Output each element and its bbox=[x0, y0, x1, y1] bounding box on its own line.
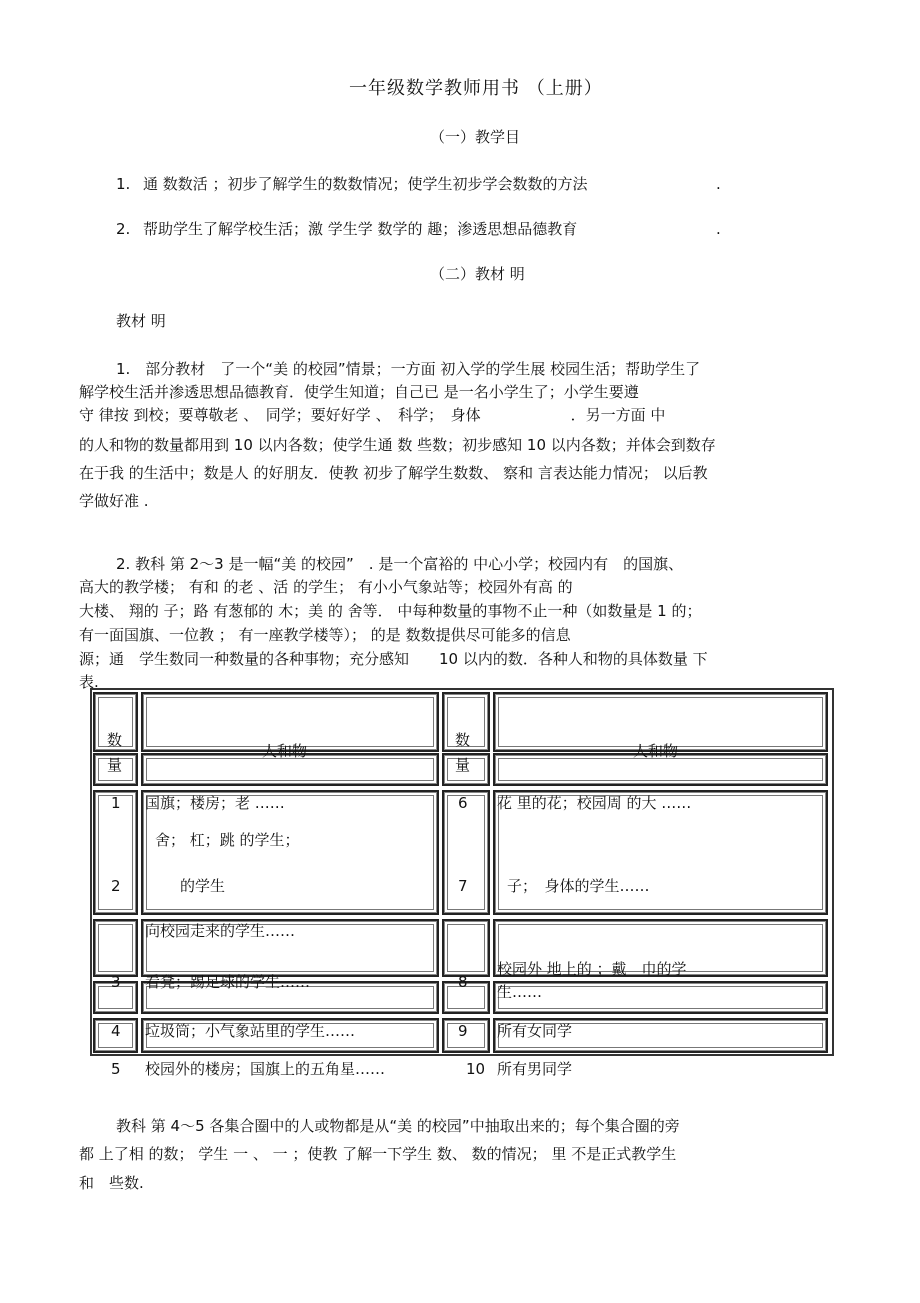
p3-line: 和 些数. bbox=[79, 1174, 144, 1192]
row-number: 3 bbox=[111, 973, 121, 991]
header-items-right: 人和物 bbox=[633, 742, 679, 760]
row-number: 8 bbox=[458, 973, 468, 991]
row-items: 子； 身体的学生…… bbox=[507, 877, 650, 895]
row-items: 国旗；楼房；老 …… bbox=[145, 794, 285, 812]
row-number: 10 bbox=[466, 1060, 486, 1078]
p3-line: 都 上了相 的数； 学生 一 、 一 ；使教 了解一下学生 数、 数的情况； 里 不是正式教学生 bbox=[79, 1145, 677, 1163]
row-number: 5 bbox=[111, 1060, 121, 1078]
row-items: 向校园走来的学生…… bbox=[145, 922, 296, 940]
row-number: 4 bbox=[111, 1022, 121, 1040]
p2-line: 大楼、 翔的 子；路 有葱郁的 木；美 的 舍等． 中每种数量的事物不止一种（如数量是 1 的； bbox=[79, 602, 702, 620]
goal-1-number: 1. bbox=[116, 175, 131, 193]
doc-title: 一年级数学教师用书 （上册） bbox=[349, 78, 603, 99]
header-qty-char-1: 数 bbox=[107, 731, 123, 749]
p2-line: 高大的教学楼； 有和 的老 、活 的学生； 有小小气象站等；校园外有高 的 bbox=[79, 578, 573, 596]
p1-line: 解学校生活并渗透思想品德教育．使学生知道；自己已 是一名小学生了；小学生要遵 bbox=[79, 383, 639, 401]
header-qty-char-1-right: 数 bbox=[455, 731, 471, 749]
row-items: 所有男同学 bbox=[497, 1060, 573, 1078]
p1-line: 在于我 的生活中；数是人 的好朋友．使教 初步了解学生数数、 察和 言表达能力情况； 以后教 bbox=[79, 464, 708, 482]
row-number: 1 bbox=[111, 794, 121, 812]
p3-line: 教科 第 4～5 各集合圈中的人或物都是从“美 的校园”中抽取出来的；每个集合圈的旁 bbox=[116, 1117, 680, 1135]
row-number: 7 bbox=[458, 877, 468, 895]
row-items: 看凳；踢足球的学生…… bbox=[145, 973, 311, 991]
row-number: 2 bbox=[111, 877, 121, 895]
section-heading-goals: （一）教学目 bbox=[430, 128, 521, 146]
header-qty-char-2-right: 量 bbox=[455, 756, 471, 774]
cell bbox=[493, 981, 828, 1014]
cell bbox=[93, 919, 138, 977]
row-number: 6 bbox=[458, 794, 468, 812]
p2-line: 表. bbox=[79, 673, 99, 691]
p1-line: 学做好准 . bbox=[79, 492, 149, 510]
cell bbox=[442, 919, 490, 977]
p1-line: 守 律按 到校；要尊敬老 、 同学；要好好学 、 科学； 身体 ．另一方面 中 bbox=[79, 406, 666, 424]
section-heading-materials: （二）教材 明 bbox=[430, 265, 525, 283]
row-items: 校园外 地上的 ；戴 巾的学 bbox=[497, 960, 687, 978]
p1-line: 的人和物的数量都用到 10 以内各数；使学生通 数 些数；初步感知 10 以内各数；并体会到数存 bbox=[79, 436, 716, 454]
goal-1-text: 通 数数活 ；初步了解学生的数数情况；使学生初步学会数数的方法 bbox=[143, 175, 588, 193]
sub-heading: 教材 明 bbox=[116, 312, 166, 330]
goal-2-end: . bbox=[716, 220, 721, 238]
p1-line: 1. 部分教材 了一个“美 的校园”情景；一方面 初入学的学生展 校园生活；帮助学生了 bbox=[116, 360, 701, 378]
p2-line: 有一面国旗、一位教 ； 有一座教学楼等）； 的是 数数提供尽可能多的信息 bbox=[79, 626, 571, 644]
goal-2-text: 帮助学生了解学校生活；激 学生学 数学的 趣；渗透思想品德教育 bbox=[143, 220, 578, 238]
header-qty-char-2: 量 bbox=[107, 756, 123, 774]
row-items: 校园外的楼房；国旗上的五角星…… bbox=[145, 1060, 386, 1078]
row-items: 生…… bbox=[497, 983, 543, 1001]
row-number: 9 bbox=[458, 1022, 468, 1040]
row-items: 舍； 杠；跳 的学生； bbox=[155, 831, 300, 849]
header-items-left: 人和物 bbox=[262, 742, 308, 760]
row-items: 花 里的花；校园周 的大 …… bbox=[497, 794, 692, 812]
goal-2-number: 2. bbox=[116, 220, 131, 238]
p2-line: 源；通 学生数同一种数量的各种事物；充分感知 10 以内的数．各种人和物的具体数量 下 bbox=[79, 650, 708, 668]
p2-line: 2. 教科 第 2～3 是一幅“美 的校园” . 是一个富裕的 中心小学；校园内有 的国旗、 bbox=[116, 555, 684, 573]
goal-1-end: . bbox=[716, 175, 721, 193]
row-items: 的学生 bbox=[180, 877, 226, 895]
row-items: 所有女同学 bbox=[497, 1022, 573, 1040]
row-items: 垃圾筒；小气象站里的学生…… bbox=[145, 1022, 356, 1040]
